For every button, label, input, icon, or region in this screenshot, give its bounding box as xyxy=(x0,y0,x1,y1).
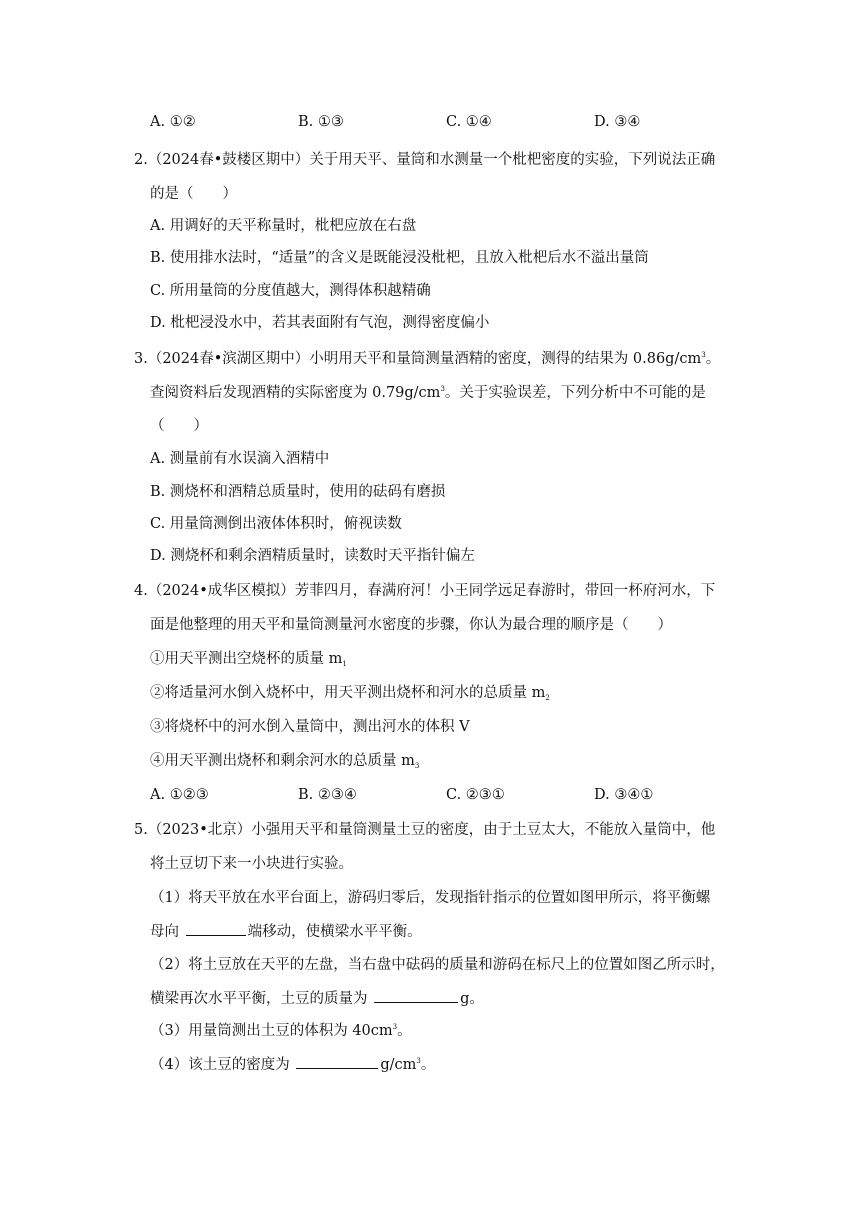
q2-option-b: B. 使用排水法时，“适量”的含义是既能浸没枇杷，且放入枇杷后水不溢出量筒 xyxy=(150,250,649,266)
q5-part3-end: 。 xyxy=(397,1023,412,1039)
q1-option-d: D. ③④ xyxy=(594,114,641,130)
q5-part1-prefix: 母向 xyxy=(150,924,184,940)
q2-stem-line2: 的是（ ） xyxy=(150,186,237,202)
q4-option-b: B. ②③④ xyxy=(298,787,357,803)
q5-part4-end: 。 xyxy=(420,1057,436,1073)
q4-option-a: A. ①②③ xyxy=(150,787,209,803)
q4-step-2-text: ②将适量河水倒入烧杯中，用天平测出烧杯和河水的总质量 m xyxy=(150,685,546,701)
q5-part4-unit: g/cm xyxy=(380,1057,417,1073)
q5-part1-line1: （1）将天平放在水平台面上，游码归零后，发现指针指示的位置如图甲所示，将平衡螺 xyxy=(150,890,711,906)
q3-stem-line2-text: 查阅资料后发现酒精的实际密度为 0.79g/cm xyxy=(150,385,441,401)
q3-option-b: B. 测烧杯和酒精总质量时，使用的砝码有磨损 xyxy=(150,484,446,500)
q5-stem-line2: 将土豆切下来一小块进行实验。 xyxy=(150,856,353,872)
q4-step-1 xyxy=(150,649,347,669)
q5-part4-prefix: （4）该土豆的密度为 xyxy=(150,1057,295,1073)
q4-step-4-text: ④用天平测出烧杯和剩余河水的总质量 m xyxy=(150,753,415,769)
q4-stem-line1: 4.（2024•成华区模拟）芳菲四月，春满府河！小王同学远足春游时，带回一杯府河水，下 xyxy=(134,583,716,599)
q3-stem-line1-sup: 3 xyxy=(701,351,706,359)
q5-part3-text: （3）用量筒测出土豆的体积为 40cm xyxy=(150,1023,393,1039)
q2-stem-line1: 2.（2024春•鼓楼区期中）关于用天平、量筒和水测量一个枇杷密度的实验，下列说法正确 xyxy=(134,152,716,168)
q4-step-4-sub: 3 xyxy=(414,762,420,770)
q1-option-c: C. ①④ xyxy=(446,114,492,130)
q5-part1-line2 xyxy=(150,921,422,942)
q5-part3-sup: 3 xyxy=(392,1023,398,1031)
q3-stem-line3: （ ） xyxy=(150,418,208,434)
q5-part2-answer-blank[interactable] xyxy=(374,988,458,1003)
q3-option-a: A. 测量前有水误滴入酒精中 xyxy=(150,451,330,467)
q5-part3 xyxy=(150,1021,412,1041)
q4-options xyxy=(150,785,742,805)
q5-part4-answer-blank[interactable] xyxy=(296,1054,378,1069)
q3-option-c: C. 用量筒测倒出液体体积时，俯视读数 xyxy=(150,516,402,532)
q3-stem-line2-sup: 3 xyxy=(440,385,445,393)
q4-step-3-text: ③将烧杯中的河水倒入量筒中，测出河水的体积 V xyxy=(150,719,470,735)
q4-step-4 xyxy=(150,751,419,771)
q5-part4 xyxy=(150,1054,435,1075)
q4-step-3 xyxy=(150,717,470,737)
q3-option-d: D. 测烧杯和剩余酒精质量时，读数时天平指针偏左 xyxy=(150,548,475,564)
q5-part1-suffix: 端移动，使横梁水平平衡。 xyxy=(247,924,422,940)
q4-stem-line2: 面是他整理的用天平和量筒测量河水密度的步骤，你认为最合理的顺序是（ ） xyxy=(150,617,672,633)
q3-stem-line1-end: 。 xyxy=(705,351,721,367)
q4-step-1-sub: 1 xyxy=(342,660,347,668)
q1-option-b: B. ①③ xyxy=(298,114,344,130)
q3-stem-line2 xyxy=(150,383,706,403)
q1-options xyxy=(150,112,742,132)
q2-option-a: A. 用调好的天平称量时，枇杷应放在右盘 xyxy=(150,218,417,234)
q5-part2-suffix: g。 xyxy=(460,991,484,1007)
q5-part2-prefix: 横梁再次水平平衡，土豆的质量为 xyxy=(150,991,373,1007)
q2-option-c: C. 所用量筒的分度值越大，测得体积越精确 xyxy=(150,283,431,299)
q1-option-a: A. ①② xyxy=(150,114,196,130)
q5-part2-line1: （2）将土豆放在天平的左盘，当右盘中砝码的质量和游码在标尺上的位置如图乙所示时， xyxy=(150,957,725,973)
q4-step-2 xyxy=(150,683,550,703)
q4-option-d: D. ③④① xyxy=(594,787,654,803)
q5-stem-line1: 5.（2023•北京）小强用天平和量筒测量土豆的密度，由于土豆太大，不能放入量筒中，他 xyxy=(134,822,716,838)
q5-part4-sup: 3 xyxy=(416,1057,421,1065)
q5-part2-line2 xyxy=(150,988,484,1009)
q5-part1-answer-blank[interactable] xyxy=(186,921,246,936)
q4-option-c: C. ②③① xyxy=(446,787,505,803)
q4-step-2-sub: 2 xyxy=(545,694,550,702)
q4-step-1-text: ①用天平测出空烧杯的质量 m xyxy=(150,651,343,667)
q3-stem-line1 xyxy=(134,349,720,369)
q3-stem-line2-end: 。关于实验误差，下列分析中不可能的是 xyxy=(444,385,706,401)
q3-stem-line1-text: 3.（2024春•滨湖区期中）小明用天平和量筒测量酒精的密度，测得的结果为 0.86g/cm xyxy=(134,351,702,367)
q2-option-d: D. 枇杷浸没水中，若其表面附有气泡，测得密度偏小 xyxy=(150,315,490,331)
